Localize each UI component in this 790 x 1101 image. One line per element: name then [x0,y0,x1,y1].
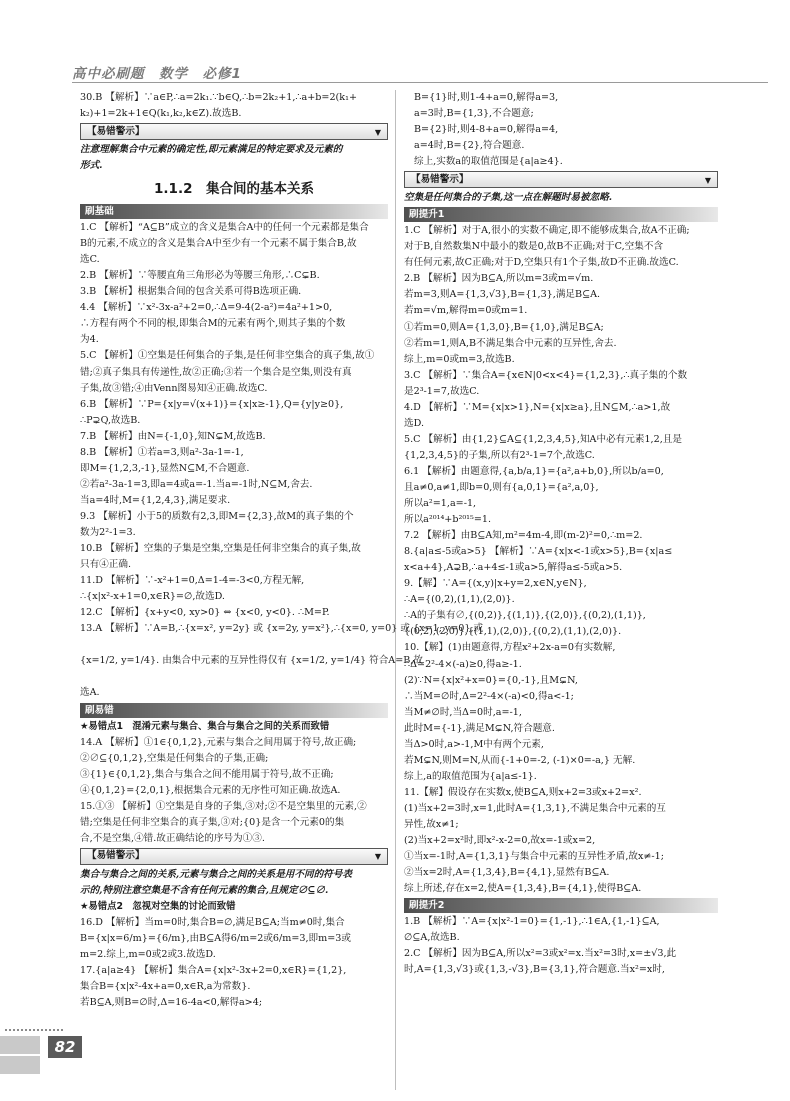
warning-label: 【易错警示】 [87,850,145,862]
text-line: ②∅⊆{0,1,2},空集是任何集合的子集,正确; [80,752,269,764]
text-line: 且a≠0,a≠1,即b=0,则有{a,0,1}={a²,a,0}, [404,481,599,493]
text-line: 当a=4时,M={1,2,4,3},满足要求. [80,494,231,506]
text-line: 8.B 【解析】①若a=3,则a²-3a-1=-1, [80,446,244,458]
text-line: 子集,故③错;④由Venn图易知④正确.故选C. [80,382,268,394]
text-line: B={2}时,则4-8+a=0,解得a=4, [414,124,559,136]
text-line: 空集是任何集合的子集,这一点在解题时易被忽略. [404,192,613,204]
text-line: 合,不是空集,④错.故正确结论的序号为①③. [80,832,265,844]
text-line: 30.B 【解析】∵a∈P,∴a=2k₁.∵b∈Q,∴b=2k₂+1,∴a+b=2(k₁+ [80,92,357,103]
right-column [404,90,718,978]
text-line: {(0,2),(2,0)},{(1,1),(2,0)},{(0,2),(1,1),(2,0)}. [404,626,622,638]
text-line: 13.A 【解析】∵A=B,∴{x=x², y=2y} 或 {x=2y, y=x²},∴{x=0, y=0} 或 {x=1, y=0},或 [80,623,484,635]
text-line: 对于B,自然数集N中最小的数是0,故B不正确;对于C,空集不含 [404,241,664,253]
text-line: 3.C 【解析】∵集合A={x∈N|0<x<4}={1,2,3},∴真子集的个数 [404,369,688,381]
text-line: B={1}时,则1-4+a=0,解得a=3, [414,92,559,103]
text-line: k₂)+1=2k+1∈Q(k₁,k₂,k∈Z).故选B. [80,108,242,120]
text-line: (1)当x+2=3时,x=1,此时A={1,3,1},不满足集合中元素的互 [404,802,666,814]
answer-17-continued [404,90,718,170]
text-line: 是2³-1=7,故选C. [404,385,480,397]
text-line: 15.①③ 【解析】①空集是自身的子集,③对;②不是空集里的元素,② [80,800,367,812]
text-line: 选C. [80,254,100,266]
header-rule [72,82,768,83]
text-line: 当Δ>0时,a>-1,M中有两个元素, [404,738,544,750]
section-bar-advance-1: 刷提升1 [404,207,718,222]
text-line: 7.2 【解析】由B⊆A知,m²=4m-4,即(m-2)²=0,∴m=2. [404,530,643,542]
text-line: (2)当x+2=x²时,即x²-x-2=0,故x=-1或x=2, [404,835,596,847]
triangle-icon: ▼ [374,126,381,137]
text-line: 1.C 【解析】对于A,很小的实数不确定,即不能够成集合,故A不正确; [404,225,690,237]
text-line: ∴方程有两个不同的根,即集合M的元素有两个,则其子集的个数 [80,318,346,330]
text-line: ①若m=0,则A={1,3,0},B={1,0},满足B⊆A; [404,321,604,333]
text-line: 若M⊊N,则M=N,从而{-1+0=-2, (-1)×0=-a,} 无解. [404,754,636,766]
text-line: ∴P⊋Q,故选B. [80,414,141,426]
error-answers [80,735,388,847]
text-line: 14.A 【解析】①1∈{0,1,2},元素与集合之间用属于符号,故正确; [80,736,357,748]
text-line: 12.C 【解析】{x+y<0, xy>0} ⇔ {x<0, y<0}. ∴M=P. [80,607,330,619]
text-line: 2.C 【解析】因为B⊆A,所以x²=3或x²=x.当x²=3时,x=±√3,此 [404,948,677,960]
triangle-icon: ▼ [704,174,711,185]
section-title: 1.1.2 集合间的基本关系 [154,181,314,198]
text-line: {1,2,3,4,5}的子集,所以有2³-1=7个,故选C. [404,449,595,461]
warning-text [80,867,388,899]
text-line: a=4时,B={2},符合题意. [414,140,525,152]
text-line: 4.D 【解析】∵M={x|x>1},N={x|x≥a},且N⊆M,∴a>1,故 [404,401,671,413]
text-line: 集合B={x|x²-4x+a=0,x∈R,a为常数}. [80,981,251,993]
text-line: 6.B 【解析】∵P={x|y=√(x+1)}={x|x≥-1},Q={y|y≥0}, [80,398,344,410]
text-line: 示的,特别注意空集是不含有任何元素的集合,且规定∅⊆∅. [80,884,329,896]
warning-text [404,190,718,206]
answer-30 [80,90,388,122]
text-line: ④{0,1,2}={2,0,1},根据集合元素的无序性可知正确.故选A. [80,784,341,796]
text-line: (2)∵N={x|x²+x=0}={0,-1},且M⊊N, [404,674,578,686]
text-line: 所以a²=1,a=-1, [404,498,477,510]
text-line: ∴A={(0,2),(1,1),(2,0)}. [404,594,515,606]
text-line: 5.C 【解析】由{1,2}⊆A⊆{1,2,3,4,5},知A中必有元素1,2,且是 [404,433,682,445]
text-line: 17.{a|a≥4} 【解析】集合A={x|x²-3x+2=0,x∈R}={1,2}, [80,965,347,977]
warning-label: 【易错警示】 [87,125,145,137]
text-line: 4.4 【解析】∵x²-3x-a²+2=0,∴Δ=9-4(2-a²)=4a²+1>0, [80,302,333,314]
text-line: 11.D 【解析】∵-x²+1=0,Δ=1-4=-3<0,方程无解, [80,575,305,587]
text-line: 即M={1,2,3,-1},显然N⊆M,不合题意. [80,462,250,474]
text-line: 若m=√m,解得m=0或m=1. [404,305,528,317]
text-line: 2.B 【解析】∵等腰直角三角形必为等腰三角形,∴C⊊B. [80,270,320,282]
text-line: 形式. [80,160,103,172]
error-point-heading: ★易错点2 忽视对空集的讨论而致错 [80,900,236,912]
text-line: 所以a²⁰¹⁴+b²⁰¹⁵=1. [404,514,492,526]
text-line: ∅⊆A,故选B. [404,932,460,944]
error-warning-box [404,171,718,188]
book-title: 高中必刷题 数学 必修1 [72,66,242,82]
text-line: 6.1 【解析】由题意得,{a,b/a,1}={a²,a+b,0},所以b/a=0, [404,465,664,477]
text-line: B的元素,不成立的含义是集合A中至少有一个元素不属于集合B,故 [80,238,357,250]
text-line: a=3时,B={1,3},不合题意; [414,108,534,120]
text-line: ③{1}∈{0,1,2},集合与集合之间不能用属于符号,故不正确; [80,768,334,780]
text-line: ②若m=1,则A,B不满足集合中元素的互异性,舍去. [404,337,617,349]
text-line: 选D. [404,417,424,429]
error-point-heading: ★易错点1 混淆元素与集合、集合与集合之间的关系而致错 [80,720,330,732]
error-warning-box [80,123,388,140]
error-answers [80,915,388,1011]
warning-text [80,142,388,174]
footer-dots [4,1028,64,1032]
triangle-icon: ▼ [374,851,381,862]
text-line: 综上,m=0或m=3,故选B. [404,353,515,365]
text-line: 2.B 【解析】因为B⊆A,所以m=3或m=√m. [404,273,594,285]
text-line: 若B⊆A,则B=∅时,Δ=16-4a<0,解得a>4; [80,997,263,1009]
text-line: m=2.综上,m=0或2或3.故选D. [80,949,216,961]
warning-label: 【易错警示】 [411,173,469,185]
text-line: 若m=3,则A={1,3,√3},B={1,3},满足B⊆A. [404,289,601,301]
advance-1-answers [404,223,718,897]
text-line: ∴Δ=2²-4×(-a)≥0,得a≥-1. [404,658,522,670]
text-line [80,669,388,685]
page-number: 82 [48,1036,82,1058]
text-line: ①当x=-1时,A={1,3,1}与集合中元素的互异性矛盾,故x≠-1; [404,851,665,863]
text-line: ②若a²-3a-1=3,即a=4或a=-1.当a=-1时,N⊆M,舍去. [80,478,313,490]
text-line: 5.C 【解析】①空集是任何集合的子集,是任何非空集合的真子集,故① [80,350,375,362]
text-line: 选A. [80,687,100,699]
error-warning-box [80,848,388,865]
text-line: {x=1/2, y=1/4}. 由集合中元素的互异性得仅有 {x=1/2, y=1/4} 符合A=B,故 [80,655,423,667]
text-line: 此时M={-1},满足M⊊N,符合题意. [404,722,555,734]
text-line: 当M≠∅时,当Δ=0时,a=-1, [404,706,522,718]
text-line: 只有④正确. [80,559,132,571]
text-line: 错;空集是任何非空集合的真子集,③对;{0}是含一个元素0的集 [80,816,345,828]
text-line: ∴{x|x²-x+1=0,x∈R}=∅,故选D. [80,591,225,603]
section-bar-basic: 刷基础 [80,204,388,219]
page-header [28,58,768,84]
text-line: 8.{a|a≤-5或a>5} 【解析】∵A={x|x<-1或x>5},B={x|a≤ [404,546,673,558]
text-line: 异性,故x≠1; [404,818,459,830]
text-line: 为4. [80,334,99,346]
text-line: 10.B 【解析】空集的子集是空集,空集是任何非空集合的真子集,故 [80,543,361,555]
text-line: 1.C 【解析】“A⊆B”成立的含义是集合A中的任何一个元素都是集合 [80,222,369,234]
footer-square [0,1036,40,1054]
text-line: 3.B 【解析】根据集合间的包含关系可得B选项正确. [80,286,302,298]
text-line: 注意理解集合中元素的确定性,即元素满足的特定要求及元素的 [80,144,343,156]
text-line: 综上所述,存在x=2,使A={1,3,4},B={4,1},使得B⊆A. [404,883,642,895]
text-line: 10.【解】(1)由题意得,方程x²+2x-a=0有实数解, [404,642,616,654]
text-line: 9.【解】∵A={(x,y)|x+y=2,x∈N,y∈N}, [404,578,587,590]
column-divider [395,90,396,1090]
section-bar-errors: 刷易错 [80,703,388,718]
text-line: ∴A的子集有∅,{(0,2)},{(1,1)},{(2,0)},{(0,2),(1,1)}, [404,610,646,622]
footer-square [0,1056,40,1074]
advance-2-answers [404,914,718,978]
text-line: 11.【解】假设存在实数x,使B⊆A,则x+2=3或x+2=x². [404,786,642,798]
text-line: 7.B 【解析】由N={-1,0},知N⊊M,故选B. [80,430,266,442]
text-line: 综上,实数a的取值范围是{a|a≥4}. [414,156,563,168]
text-line: 错;②真子集具有传递性,故②正确;③若一个集合是空集,则没有真 [80,366,352,378]
text-line: 数为2²-1=3. [80,526,136,538]
section-bar-advance-2: 刷提升2 [404,898,718,913]
text-line: 1.B 【解析】∵A={x|x²-1=0}={1,-1},∴1∈A,{1,-1}⊆A, [404,916,660,928]
text-line [80,637,388,653]
text-line: ∴当M=∅时,Δ=2²-4×(-a)<0,得a<-1; [404,690,574,702]
text-line: 集合与集合之间的关系,元素与集合之间的关系是用不同的符号表 [80,868,352,880]
text-line: 综上,a的取值范围为{a|a≤-1}. [404,770,537,782]
text-line: ②当x=2时,A={1,3,4},B={4,1},显然有B⊆A. [404,867,610,879]
text-line: 时,A={1,3,√3}或{1,3,-√3},B={3,1},符合题意.当x²=x时, [404,964,665,976]
text-line: 有任何元素,故C正确;对于D,空集只有1个子集,故D不正确.故选C. [404,257,679,269]
text-line: B={x|x=6/m}={6/m},由B⊆A得6/m=2或6/m=3,即m=3或 [80,932,351,944]
text-line: 16.D 【解析】当m=0时,集合B=∅,满足B⊆A;当m≠0时,集合 [80,916,345,928]
text-line: 9.3 【解析】小于5的质数有2,3,即M={2,3},故M的真子集的个 [80,510,354,522]
text-line: x<a+4},A⊋B,∴a+4≤-1或a>5,解得a≤-5或a>5. [404,562,623,574]
